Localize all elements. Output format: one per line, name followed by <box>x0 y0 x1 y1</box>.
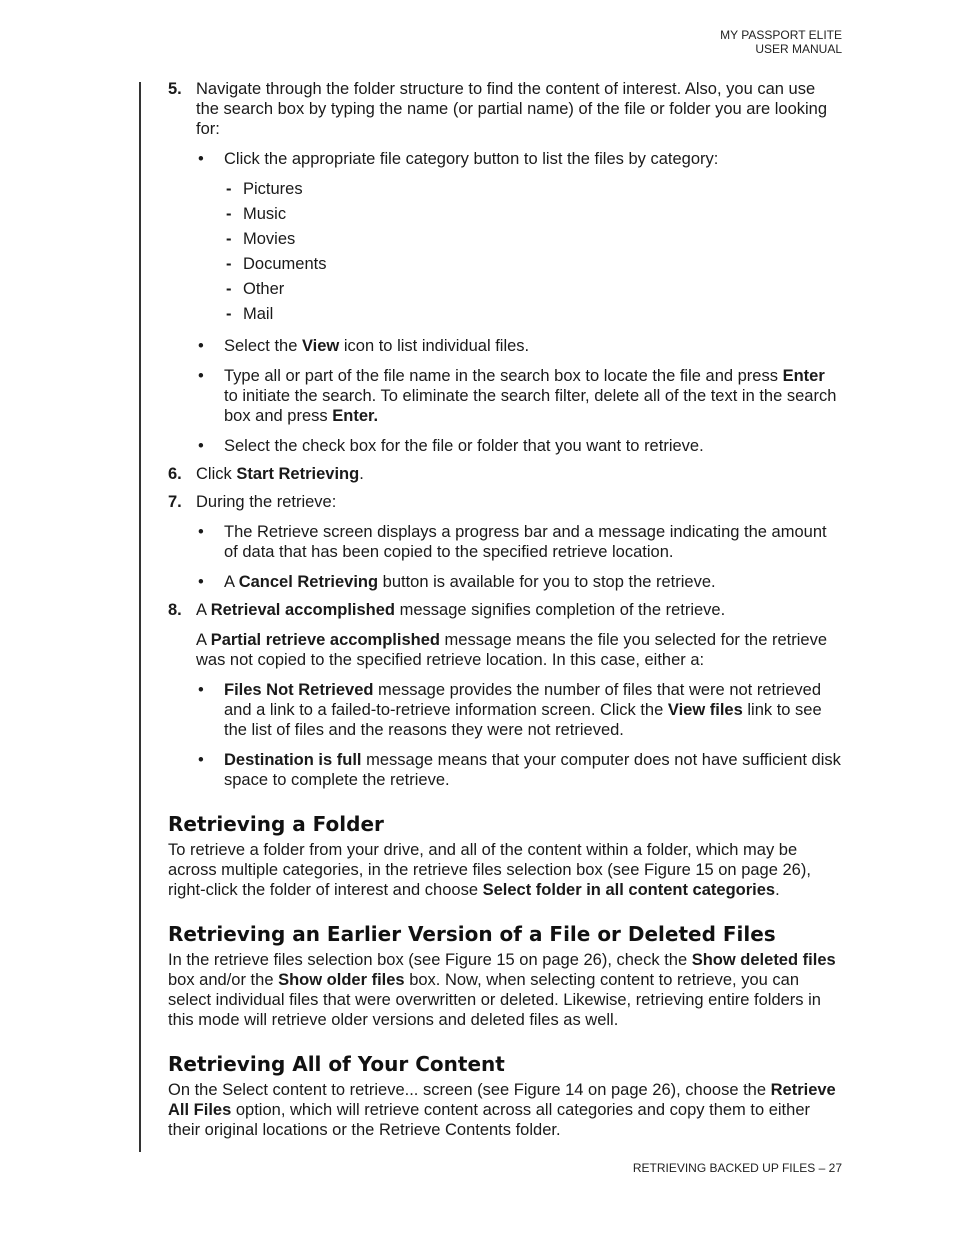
section-text-folder: To retrieve a folder from your drive, and all of the content within a folder, which may be across multiple categories, in the retrieve files selection box (see Figure 15 on page 26), right-click the folder of interest and choose Select folder in all content categories. <box>168 841 811 899</box>
category-documents: - Documents <box>224 254 842 279</box>
step-8 <box>168 600 842 790</box>
step-text: Click Start Retrieving. <box>196 465 364 483</box>
section-heading-earlier-version: Retrieving an Earlier Version of a File or Deleted Files <box>168 922 776 946</box>
header-product: MY PASSPORT ELITE <box>720 28 842 42</box>
step-number: 6. <box>168 465 182 483</box>
category-pictures: - Pictures <box>224 179 842 204</box>
step-text: Navigate through the folder structure to find the content of interest. Also, you can use the search box by typing the name (or partial name) of the file or folder you are looking for: <box>196 80 828 138</box>
bullet-destination-full: • Destination is full message means that your computer does not have sufficient disk space to complete the retrieve. <box>196 750 842 790</box>
bullet-cancel: • A Cancel Retrieving button is available for you to stop the retrieve. <box>196 572 842 592</box>
bullet-files-not-retrieved: • Files Not Retrieved message provides the number of files that were not retrieved and a link to a failed-to-retrieve information screen. Click the View files link to see the list of files and the reasons they were not retrieved. <box>196 680 842 740</box>
section-text-earlier-version: In the retrieve files selection box (see Figure 15 on page 26), check the Show deleted files box and/or the Show older files box. Now, when selecting content to retrieve, you can select individual files that were overwritten or deleted. Likewise, retrieving entire folders in this mode will retrieve older versions and deleted files as well. <box>168 951 836 1029</box>
page-content <box>168 79 842 1140</box>
step-6 <box>168 464 842 484</box>
header-doc-type: USER MANUAL <box>755 42 842 56</box>
bullet-search-box: • Type all or part of the file name in the search box to locate the file and press Enter to initiate the search. To eliminate the search filter, delete all of the text in the search box and press Enter. <box>196 366 842 426</box>
step-number: 7. <box>168 493 182 511</box>
category-mail: - Mail <box>224 304 842 326</box>
step-7 <box>168 492 842 592</box>
category-other: - Other <box>224 279 842 304</box>
partial-retrieve-text: A Partial retrieve accomplished message means the file you selected for the retrieve was not copied to the specified retrieve location. In this case, either a: <box>196 631 828 669</box>
section-heading-folder: Retrieving a Folder <box>168 812 384 836</box>
category-list <box>224 179 842 326</box>
change-bar <box>139 82 141 1152</box>
bullet-category-button: • Click the appropriate file category button to list the files by category: - Pictures - Music - Movies - Documents - Other - Mail <box>196 149 842 326</box>
category-movies: - Movies <box>224 229 842 254</box>
page-header <box>720 28 842 56</box>
step-text: A Retrieval accomplished message signifies completion of the retrieve. <box>196 601 726 619</box>
section-text-all-content: On the Select content to retrieve... screen (see Figure 14 on page 26), choose the Retrieve All Files option, which will retrieve content across all categories and copy them to either their original locations or the Retrieve Contents folder. <box>168 1081 836 1139</box>
page-footer: RETRIEVING BACKED UP FILES – 27 <box>632 1161 842 1175</box>
step-5 <box>168 79 842 456</box>
step-number: 5. <box>168 80 182 98</box>
bullet-progress: • The Retrieve screen displays a progress bar and a message indicating the amount of data that has been copied to the specified retrieve location. <box>196 522 842 562</box>
section-heading-all-content: Retrieving All of Your Content <box>168 1052 505 1076</box>
step-text: During the retrieve: <box>196 493 337 511</box>
bullet-check-box: • Select the check box for the file or folder that you want to retrieve. <box>196 436 842 456</box>
step-number: 8. <box>168 601 182 619</box>
bullet-view-icon: • Select the View icon to list individual files. <box>196 336 842 356</box>
category-music: - Music <box>224 204 842 229</box>
